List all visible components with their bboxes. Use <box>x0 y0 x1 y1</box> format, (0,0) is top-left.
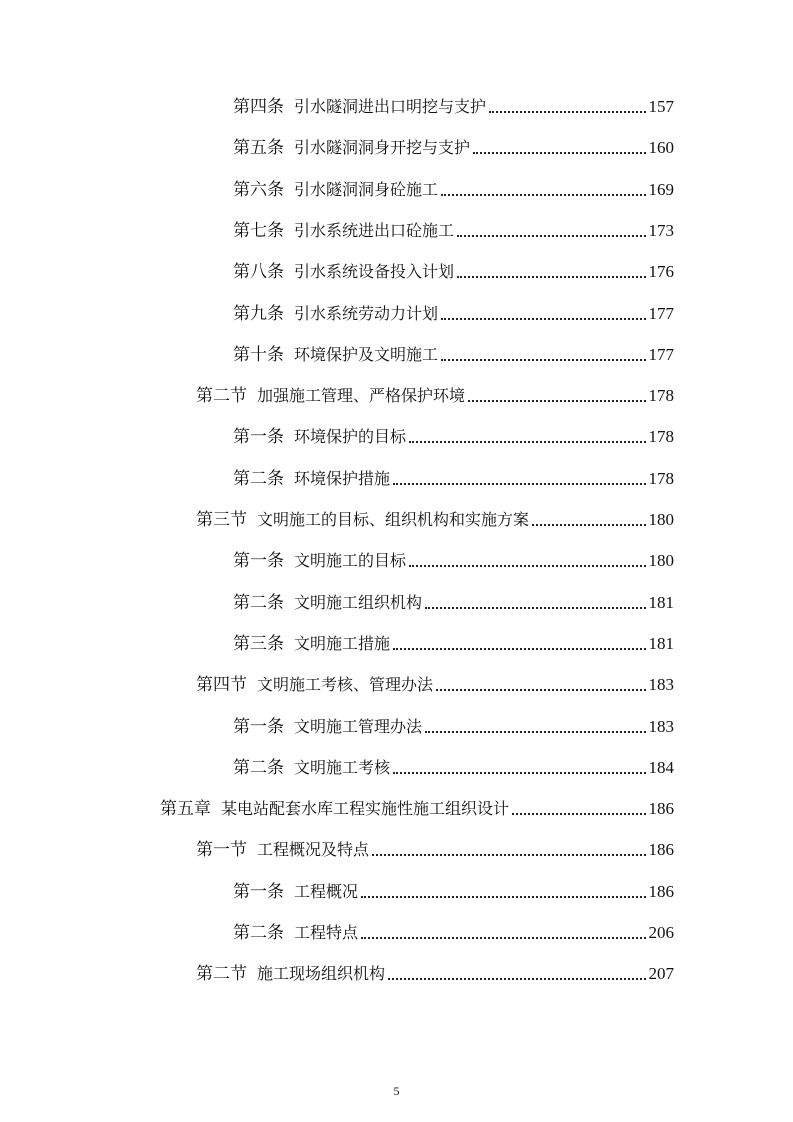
toc-dot-leader <box>441 317 645 320</box>
toc-entry-page: 180 <box>648 510 674 529</box>
toc-dot-leader <box>388 977 645 980</box>
toc-entry-number: 第一条 <box>233 882 284 901</box>
toc-entry-page: 178 <box>648 427 674 446</box>
toc-entry-number: 第四条 <box>233 97 284 116</box>
toc-entry-page: 181 <box>648 634 674 653</box>
toc-entry-number: 第一条 <box>233 551 284 570</box>
toc-entry[interactable] <box>233 879 674 903</box>
toc-entry[interactable] <box>233 424 674 448</box>
toc-entry-page: 183 <box>648 675 674 694</box>
toc-entry-title: 文明施工管理办法 <box>294 717 423 736</box>
toc-entry-number: 第二条 <box>233 593 284 612</box>
toc-entry[interactable] <box>233 631 674 655</box>
toc-entry[interactable] <box>233 466 674 490</box>
toc-dot-leader <box>361 936 645 939</box>
toc-entry[interactable] <box>233 135 674 159</box>
toc-entry-number: 第三节 <box>196 510 247 529</box>
toc-dot-leader <box>441 193 645 196</box>
toc-entry-page: 173 <box>648 221 674 240</box>
toc-dot-leader <box>409 440 645 443</box>
toc-entry-title: 加强施工管理、严格保护环境 <box>257 386 466 405</box>
toc-entry[interactable] <box>233 218 674 242</box>
toc-entry-title: 文明施工措施 <box>294 634 391 653</box>
toc-entry[interactable] <box>233 714 674 738</box>
toc-entry[interactable] <box>196 507 674 531</box>
toc-entry-number: 第二节 <box>196 386 247 405</box>
toc-dot-leader <box>457 234 645 237</box>
toc-entry[interactable] <box>196 672 674 696</box>
toc-entry-title: 引水隧洞洞身砼施工 <box>294 180 439 199</box>
toc-entry-page: 186 <box>648 799 674 818</box>
toc-dot-leader <box>361 895 645 898</box>
toc-entry-page: 157 <box>648 97 674 116</box>
toc-entry-page: 180 <box>648 551 674 570</box>
toc-dot-leader <box>441 358 645 361</box>
toc-entry-title: 引水系统劳动力计划 <box>294 304 439 323</box>
toc-entry-page: 176 <box>648 262 674 281</box>
toc-entry-page: 207 <box>648 964 674 983</box>
toc-entry-number: 第六条 <box>233 180 284 199</box>
toc-dot-leader <box>489 110 645 113</box>
toc-entry-number: 第九条 <box>233 304 284 323</box>
toc-entry[interactable] <box>233 755 674 779</box>
toc-entry-title: 文明施工考核、管理办法 <box>257 675 434 694</box>
toc-entry-page: 169 <box>648 180 674 199</box>
toc-entry-page: 184 <box>648 758 674 777</box>
toc-entry-number: 第二节 <box>196 964 247 983</box>
toc-entry-page: 178 <box>648 469 674 488</box>
toc-entry[interactable] <box>233 548 674 572</box>
toc-entry[interactable] <box>160 796 674 820</box>
toc-entry-title: 工程概况及特点 <box>257 840 370 859</box>
toc-dot-leader <box>393 647 645 650</box>
toc-entry[interactable] <box>233 920 674 944</box>
toc-entry-title: 文明施工考核 <box>294 758 391 777</box>
toc-dot-leader <box>457 275 645 278</box>
toc-dot-leader <box>512 812 645 815</box>
toc-entry-title: 引水系统设备投入计划 <box>294 262 455 281</box>
toc-dot-leader <box>473 151 645 154</box>
toc-entry-title: 环境保护的目标 <box>294 427 407 446</box>
page-number: 5 <box>393 1084 400 1098</box>
toc-entry[interactable] <box>196 961 674 985</box>
toc-entry-title: 文明施工的目标、组织机构和实施方案 <box>257 510 530 529</box>
toc-entry-page: 186 <box>648 882 674 901</box>
toc-entry-page: 206 <box>648 923 674 942</box>
toc-entry-title: 文明施工的目标 <box>294 551 407 570</box>
toc-entry-title: 引水系统进出口砼施工 <box>294 221 455 240</box>
toc-entry[interactable] <box>196 383 674 407</box>
toc-entry-number: 第二条 <box>233 469 284 488</box>
toc-entry-number: 第八条 <box>233 262 284 281</box>
toc-entry[interactable] <box>233 301 674 325</box>
toc-entry-page: 178 <box>648 386 674 405</box>
toc-dot-leader <box>393 482 645 485</box>
toc-entry-number: 第二条 <box>233 923 284 942</box>
toc-entry-page: 181 <box>648 593 674 612</box>
toc-dot-leader <box>425 730 645 733</box>
toc-entry-title: 环境保护及文明施工 <box>294 345 439 364</box>
toc-entry-title: 工程特点 <box>294 923 359 942</box>
toc-dot-leader <box>425 606 645 609</box>
toc-entry-title: 文明施工组织机构 <box>294 593 423 612</box>
toc-entry-number: 第三条 <box>233 634 284 653</box>
toc-entry-number: 第二条 <box>233 758 284 777</box>
toc-entry[interactable] <box>233 94 674 118</box>
toc-entry-number: 第五章 <box>160 799 211 818</box>
toc-entry[interactable] <box>196 837 674 861</box>
toc-dot-leader <box>372 853 645 856</box>
toc-entry[interactable] <box>233 177 674 201</box>
toc-entry-page: 177 <box>648 345 674 364</box>
toc-entry-number: 第四节 <box>196 675 247 694</box>
toc-entry-number: 第七条 <box>233 221 284 240</box>
toc-entry-page: 177 <box>648 304 674 323</box>
toc-dot-leader <box>436 688 645 691</box>
toc-entry[interactable] <box>233 259 674 283</box>
toc-entry-number: 第一节 <box>196 840 247 859</box>
toc-entry-title: 环境保护措施 <box>294 469 391 488</box>
toc-dot-leader <box>468 399 645 402</box>
toc-entry-title: 某电站配套水库工程实施性施工组织设计 <box>221 799 510 818</box>
toc-entry-page: 186 <box>648 840 674 859</box>
toc-entry[interactable] <box>233 342 674 366</box>
toc-entry-number: 第一条 <box>233 427 284 446</box>
toc-entry-page: 160 <box>648 138 674 157</box>
toc-dot-leader <box>409 564 645 567</box>
toc-entry-number: 第五条 <box>233 138 284 157</box>
toc-entry-title: 引水隧洞进出口明挖与支护 <box>294 97 487 116</box>
toc-entry-title: 引水隧洞洞身开挖与支护 <box>294 138 471 157</box>
toc-dot-leader <box>393 771 645 774</box>
toc-entry-title: 施工现场组织机构 <box>257 964 386 983</box>
toc-dot-leader <box>532 523 645 526</box>
toc-entry[interactable] <box>233 590 674 614</box>
toc-entry-number: 第十条 <box>233 345 284 364</box>
toc-entry-title: 工程概况 <box>294 882 359 901</box>
toc-entry-number: 第一条 <box>233 717 284 736</box>
toc-entry-page: 183 <box>648 717 674 736</box>
